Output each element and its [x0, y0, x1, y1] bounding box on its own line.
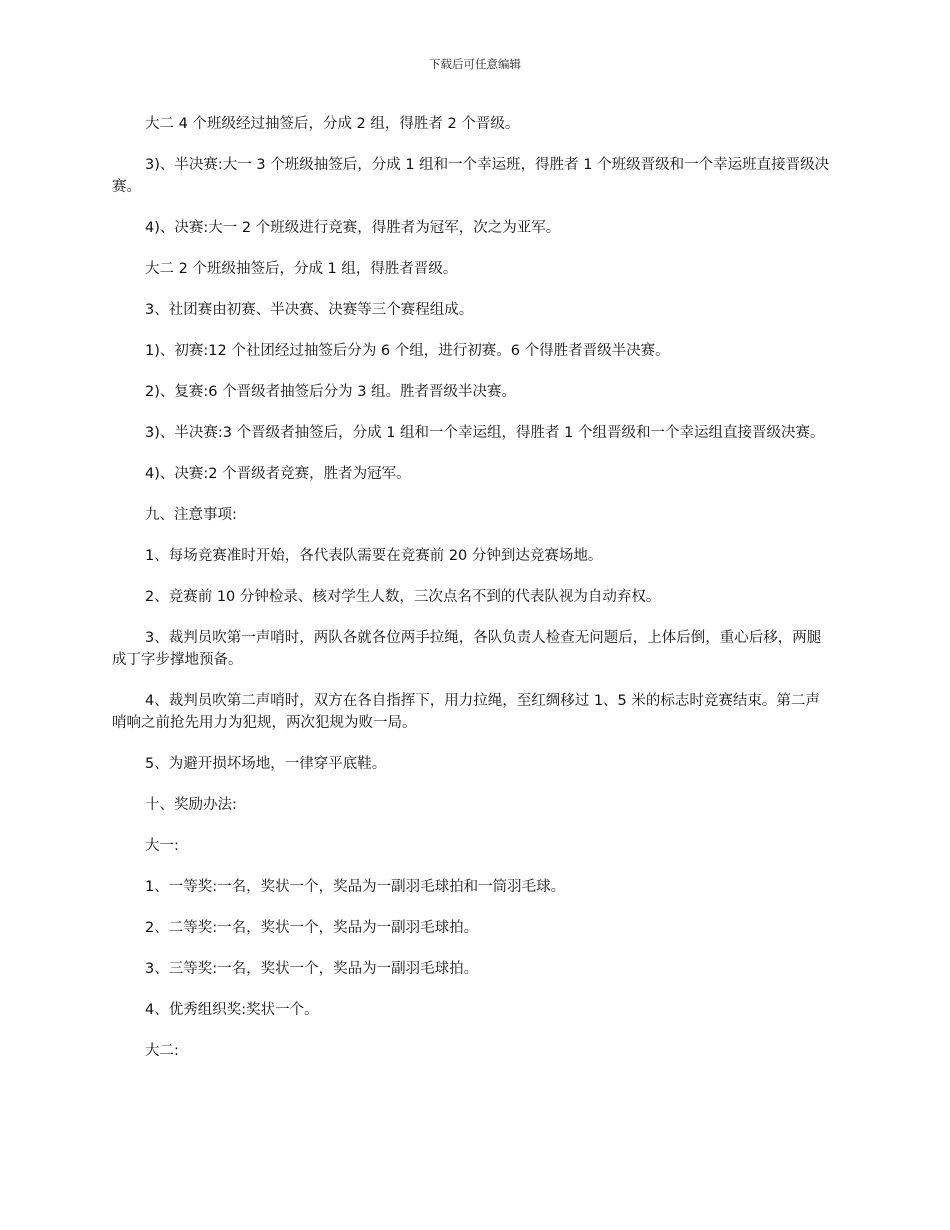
section-heading: 十、奖励办法: — [145, 797, 237, 813]
paragraph: 3)、半决赛:大一 3 个班级抽签后，分成 1 组和一个幸运班，得胜者 1 个班级晋级和一个幸运班直接晋级决赛。 — [112, 157, 830, 195]
paragraph: 4、裁判员吹第二声哨时，双方在各自指挥下，用力拉绳，至红绸移过 1、5 米的标志时竞赛结束。第二声哨响之前抢先用力为犯规，两次犯规为败一局。 — [112, 693, 820, 731]
paragraph: 3、三等奖:一名，奖状一个，奖品为一副羽毛球拍。 — [145, 961, 479, 977]
paragraph: 1、每场竞赛准时开始，各代表队需要在竞赛前 20 分钟到达竞赛场地。 — [145, 548, 603, 564]
paragraph: 3、裁判员吹第一声哨时，两队各就各位两手拉绳，各队负责人检查无问题后，上体后倒，重心后移，两腿成丁字步撑地预备。 — [112, 630, 822, 668]
paragraph: 4、优秀组织奖:奖状一个。 — [145, 1002, 319, 1018]
section-heading: 九、注意事项: — [145, 507, 237, 523]
paragraph: 1、一等奖:一名，奖状一个，奖品为一副羽毛球拍和一筒羽毛球。 — [145, 879, 566, 895]
paragraph: 2)、复赛:6 个晋级者抽签后分为 3 组。胜者晋级半决赛。 — [145, 384, 517, 400]
paragraph: 3、社团赛由初赛、半决赛、决赛等三个赛程组成。 — [145, 302, 474, 318]
paragraph: 5、为避开损坏场地，一律穿平底鞋。 — [145, 756, 387, 772]
paragraph: 2、竞赛前 10 分钟检录、核对学生人数，三次点名不到的代表队视为自动弃权。 — [145, 589, 661, 605]
subsection-heading: 大一: — [145, 838, 179, 854]
paragraph: 1)、初赛:12 个社团经过抽签后分为 6 个组，进行初赛。6 个得胜者晋级半决赛。 — [145, 343, 670, 359]
paragraph: 2、二等奖:一名，奖状一个，奖品为一副羽毛球拍。 — [145, 920, 479, 936]
subsection-heading: 大二: — [145, 1043, 179, 1059]
document-body — [112, 113, 830, 1081]
paragraph: 大二 2 个班级抽签后，分成 1 组，得胜者晋级。 — [145, 261, 458, 277]
paragraph: 4)、决赛:大一 2 个班级进行竞赛，得胜者为冠军，次之为亚军。 — [145, 220, 561, 236]
page-header: 下载后可任意编辑 — [429, 57, 521, 71]
paragraph: 4)、决赛:2 个晋级者竞赛，胜者为冠军。 — [145, 466, 411, 482]
paragraph: 3)、半决赛:3 个晋级者抽签后，分成 1 组和一个幸运组，得胜者 1 个组晋级和一个幸运组直接晋级决赛。 — [145, 425, 825, 441]
paragraph: 大二 4 个班级经过抽签后，分成 2 组，得胜者 2 个晋级。 — [145, 116, 520, 132]
